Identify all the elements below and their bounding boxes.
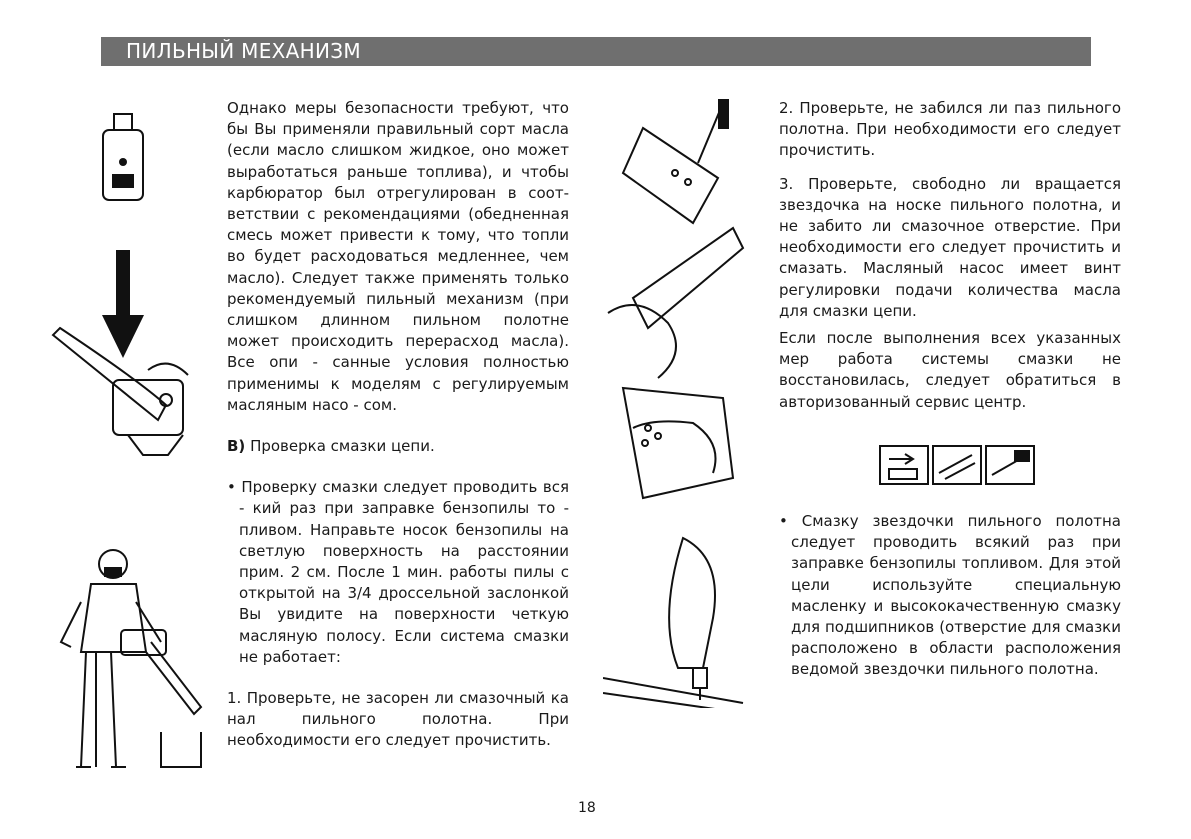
bar-groove-cleaning-illustration [603,98,745,516]
section-heading [227,436,569,457]
page-number: 18 [578,800,596,816]
oil-fill-illustration [48,100,198,475]
sprocket-greasing-illustration [603,528,745,708]
step-3: 3. Проверьте, свободно ли вращается звездочка на носке пильного полотна, и не забито ли смазочное отверстие. При необходимости его следует прочистить и смазать. Масляный насос имеет винт регулировки подачи количества масла для смазки цепи. [779,174,1121,320]
step-1: 1. Проверьте, не засорен ли смазочный ка нал пильного полотна. При необходимости его следует прочистить. [227,689,569,750]
column-1-text [227,98,569,752]
service-paragraph: Если после выполнения всех указанных мер работа системы смазки не восстановилась, следует обратиться в авторизованный сервис центр. [779,329,1121,411]
sprocket-greasing-bullet: • Смазку звездочки пильного полотна следует проводить всякий раз при заправке бензопилы топливом. Для этой цели используйте специальную масленку и высококачественную смазку для подшипников (отверстие для смазки расположено в области расположения ведомой звездочки пильного полотна. [779,512,1121,679]
section-heading-text: Проверка смазки цепи. [250,437,435,456]
safety-paragraph: Однако меры безопасности требуют, что бы Вы применяли правильный сорт масла (если масло слишком жидкое, оно может выработаться раньше топлива), и чтобы карбюратор был отрегулирован в соот-ветствии с рекомендациями (обедненная смесь может привести к тому, что топли во будет расходоваться медленнее, чем масло). Следует также применять только рекомендуемый пильный механизм (при слишком длинном пильном полотне может происходить перерасход масла). Все опи - санные условия полностью применимы к моделям с регулируемым масляным насо - сом. [227,99,569,414]
lubrication-check-bullet: • Проверку смазки следует проводить вся - кий раз при заправке бензопилы то - пливом. Направьте носок бензопилы на светлую поверхность на расстоянии прим. 2 см. После 1 мин. работы пилы с открытой на 3/4 дроссельной заслонкой Вы увидите на поверхности четкую масляную полосу. Если система смазки не работает: [227,478,569,666]
operator-illustration [51,542,208,778]
service-icons-strip [877,443,1037,487]
step-2: 2. Проверьте, не забился ли паз пильного полотна. При необходимости его следует прочистить. [779,99,1121,160]
section-header [101,37,1091,66]
section-letter: B) [227,437,246,456]
column-2-text [779,98,1121,413]
column-2-bullet [779,511,1121,681]
section-title: ПИЛЬНЫЙ МЕХАНИЗМ [126,39,361,63]
